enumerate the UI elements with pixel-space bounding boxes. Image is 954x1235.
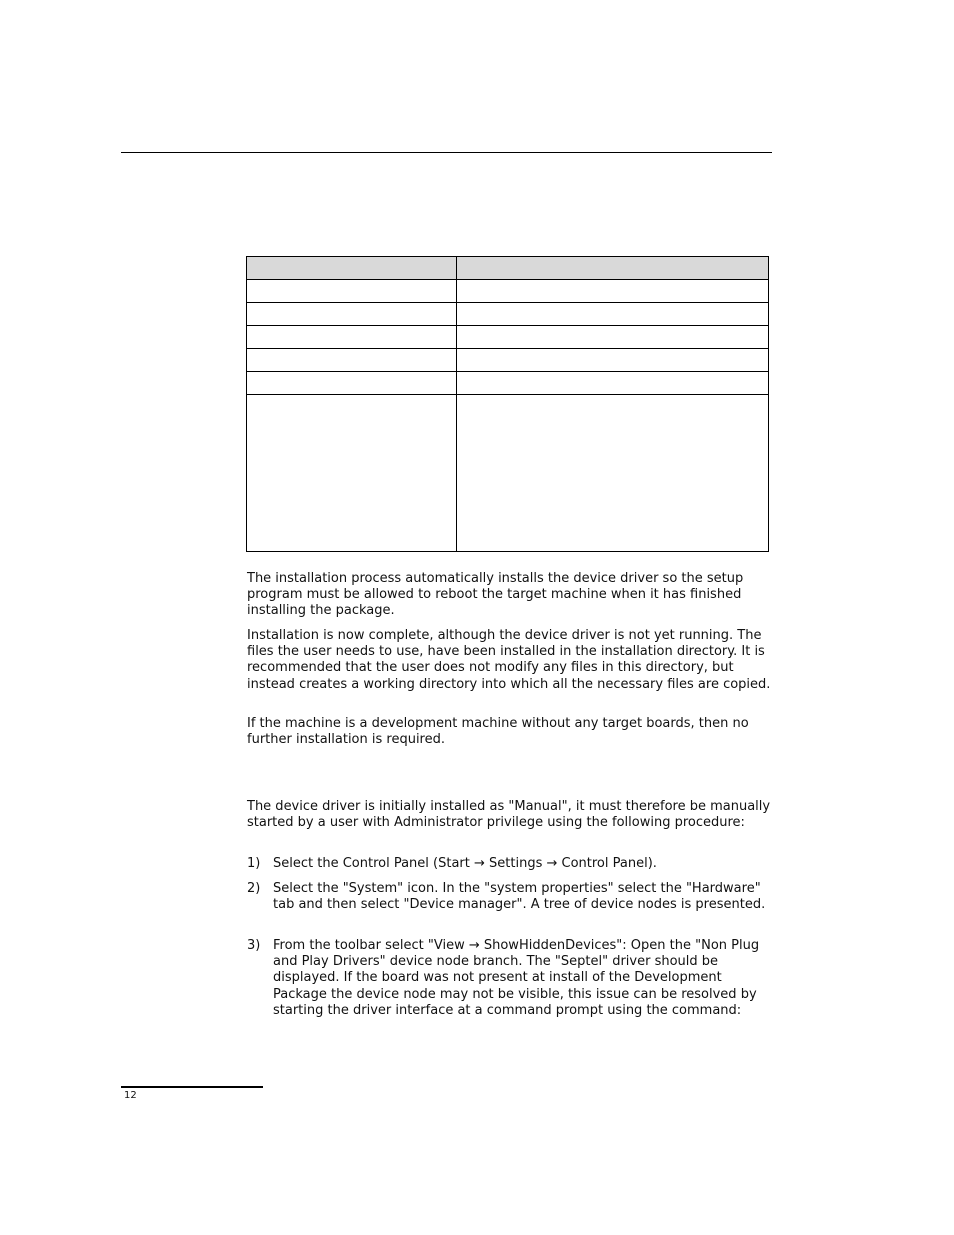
table-cell [247, 395, 457, 552]
table-cell [457, 326, 769, 349]
page-number: 12 [124, 1090, 137, 1101]
table-cell [457, 372, 769, 395]
paragraph-reboot-note: The installation process automatically installs the device driver so the setup program must be allowed to reboot the target machine when it has finished installing the package. [247, 571, 744, 619]
table-cell [247, 303, 457, 326]
table-row [247, 303, 769, 326]
list-item-text: Select the Control Panel (Start → Settings → Control Panel). [273, 856, 657, 871]
list-item-number: 1) [247, 856, 261, 871]
list-item [247, 856, 772, 872]
table-cell [247, 280, 457, 303]
header-rule [121, 152, 772, 153]
table-cell [457, 303, 769, 326]
table-row [247, 372, 769, 395]
table-cell [247, 372, 457, 395]
table-row [247, 395, 769, 552]
paragraph-manual-start: The device driver is initially installed as "Manual", it must therefore be manually started by a user with Administrator privilege using the following procedure: [247, 799, 771, 831]
table-row [247, 280, 769, 303]
table-cell [457, 280, 769, 303]
table-row [247, 349, 769, 372]
list-item [247, 938, 772, 1019]
table-row [247, 326, 769, 349]
list-item [247, 881, 772, 913]
table-cell [247, 349, 457, 372]
info-table [246, 256, 769, 552]
list-item-text: From the toolbar select "View → ShowHiddenDevices": Open the "Non Plug and Play Drivers" device node branch. The "Septel" driver should be displayed. If the board was not present at install of the Development Package the device node may not be visible, this issue can be resolved by starting the driver interface at a command prompt using the command: [273, 938, 760, 1018]
table-cell [247, 257, 457, 280]
paragraph-installation-complete: Installation is now complete, although the device driver is not yet running. The files the user needs to use, have been installed in the installation directory. It is recommended that the user does not modify any files in this directory, but instead creates a working directory into which all the necessary files are copied. [247, 628, 771, 692]
table-cell [457, 395, 769, 552]
table-header-row [247, 257, 769, 280]
table-cell [457, 257, 769, 280]
list-item-number: 2) [247, 881, 261, 896]
table-cell [457, 349, 769, 372]
footer-rule [121, 1086, 263, 1088]
paragraph-development-machine: If the machine is a development machine without any target boards, then no further installation is required. [247, 716, 749, 748]
list-item-number: 3) [247, 938, 261, 953]
list-item-text: Select the "System" icon. In the "system properties" select the "Hardware" tab and then select "Device manager". A tree of device nodes is presented. [273, 881, 766, 913]
table-cell [247, 326, 457, 349]
